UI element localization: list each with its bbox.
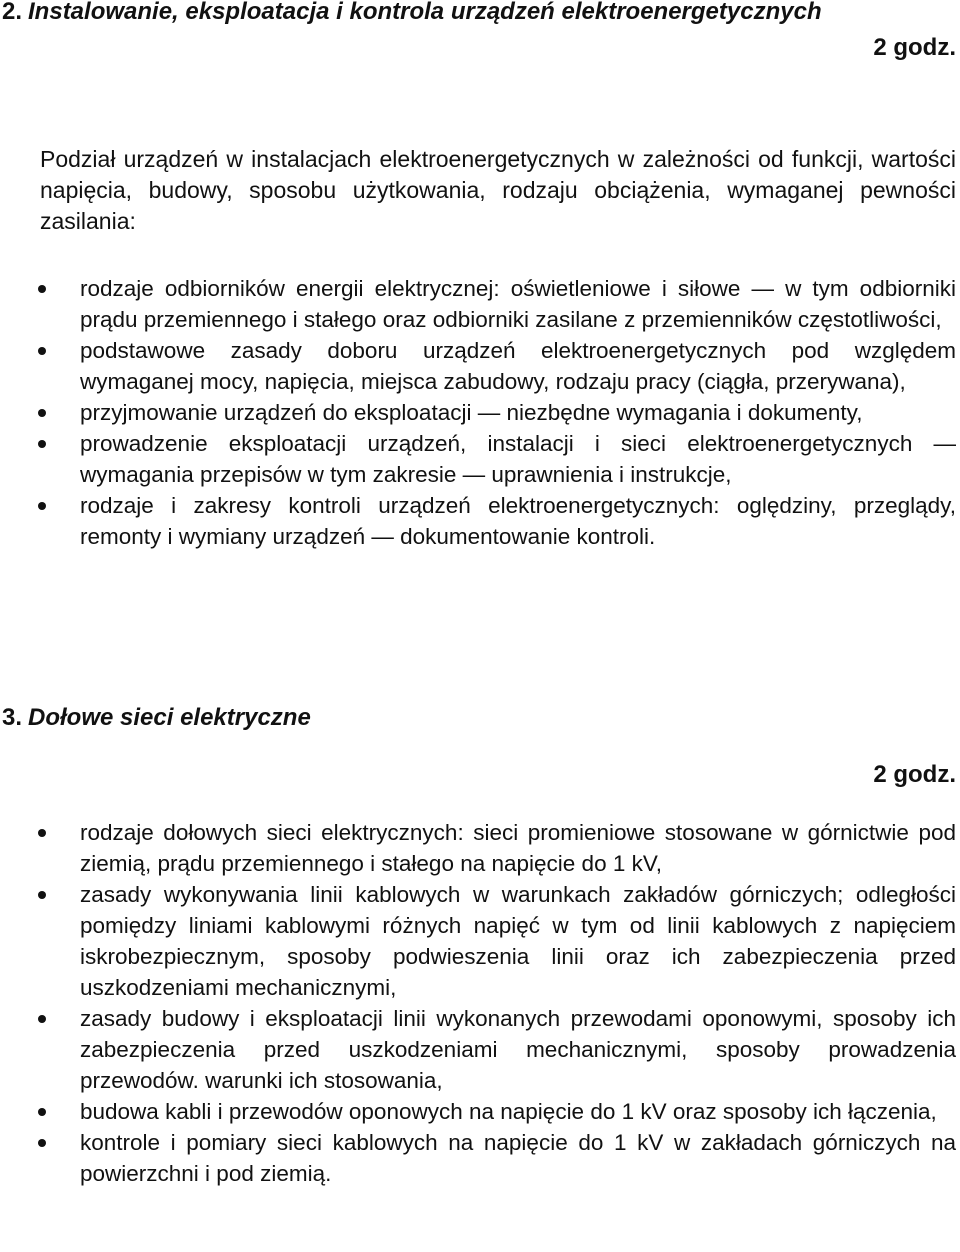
section-2-title: Instalowanie, eksploatacja i kontrola urządzeń elektroenergetycznych — [28, 0, 822, 25]
section-3-heading — [2, 703, 311, 733]
list-item — [0, 273, 956, 335]
bullet-icon — [38, 829, 46, 837]
list-item-text: zasady wykonywania linii kablowych w warunkach zakładów górniczych; odległości pomiędzy liniami kablowymi różnych napięć w tym od linii kablowych z napięciem iskrobezpiecznym, sposoby podwieszenia linii oraz ich zabezpieczenia przed uszkodzeniami mechanicznymi, — [80, 882, 956, 1000]
bullet-icon — [38, 502, 46, 510]
bullet-icon — [38, 891, 46, 899]
list-item — [0, 879, 956, 1003]
section-2-list — [0, 273, 960, 552]
list-item-text: zasady budowy i eksploatacji linii wykonanych przewodami oponowymi, sposoby ich zabezpieczenia przed uszkodzeniami mechanicznymi, sposoby prowadzenia przewodów. warunki ich stosowania, — [80, 1006, 956, 1093]
list-item — [0, 397, 956, 428]
section-2-heading — [2, 0, 822, 27]
list-item-text: przyjmowanie urządzeń do eksploatacji — niezbędne wymagania i dokumenty, — [80, 400, 863, 425]
section-2-number: 2. — [2, 0, 23, 25]
list-item — [0, 428, 956, 490]
list-item — [0, 335, 956, 397]
section-3-list — [0, 817, 960, 1189]
bullet-icon — [38, 1108, 46, 1116]
section-3-hours: 2 godz. — [873, 761, 956, 788]
list-item-text: rodzaje i zakresy kontroli urządzeń elektroenergetycznych: oględziny, przeglądy, remonty i wymiany urządzeń — dokumentowanie kontroli. — [80, 493, 956, 549]
list-item — [0, 1096, 956, 1127]
list-item — [0, 490, 956, 552]
list-item-text: budowa kabli i przewodów oponowych na napięcie do 1 kV oraz sposoby ich łączenia, — [80, 1099, 937, 1124]
list-item-text: rodzaje odbiorników energii elektrycznej: oświetleniowe i siłowe — w tym odbiorniki prądu przemiennego i stałego oraz odbiorniki zasilane z przemienników częstotliwości, — [80, 276, 956, 332]
list-item — [0, 817, 956, 879]
list-item-text: prowadzenie eksploatacji urządzeń, instalacji i sieci elektroenergetycznych — wymagania przepisów w tym zakresie — uprawnienia i instrukcje, — [80, 431, 956, 487]
list-item-text: kontrole i pomiary sieci kablowych na napięcie do 1 kV w zakładach górniczych na powierzchni i pod ziemią. — [80, 1130, 956, 1186]
bullet-icon — [38, 285, 46, 293]
bullet-icon — [38, 440, 46, 448]
bullet-icon — [38, 1015, 46, 1023]
bullet-icon — [38, 409, 46, 417]
section-3-title: Dołowe sieci elektryczne — [28, 704, 311, 731]
section-2-intro: Podział urządzeń w instalacjach elektroenergetycznych w zależności od funkcji, wartości napięcia, budowy, sposobu użytkowania, rodzaju obciążenia, wymaganej pewności zasilania: — [40, 146, 956, 234]
list-item-text: podstawowe zasady doboru urządzeń elektroenergetycznych pod względem wymaganej mocy, napięcia, miejsca zabudowy, rodzaju pracy (ciągła, przerywana), — [80, 338, 956, 394]
list-item-text: rodzaje dołowych sieci elektrycznych: sieci promieniowe stosowane w górnictwie pod ziemią, prądu przemiennego i stałego na napięcie do 1 kV, — [80, 820, 956, 876]
list-item — [0, 1003, 956, 1096]
section-3-number: 3. — [2, 704, 23, 731]
section-2-hours: 2 godz. — [873, 34, 956, 61]
bullet-icon — [38, 347, 46, 355]
list-item — [0, 1127, 956, 1189]
bullet-icon — [38, 1139, 46, 1147]
